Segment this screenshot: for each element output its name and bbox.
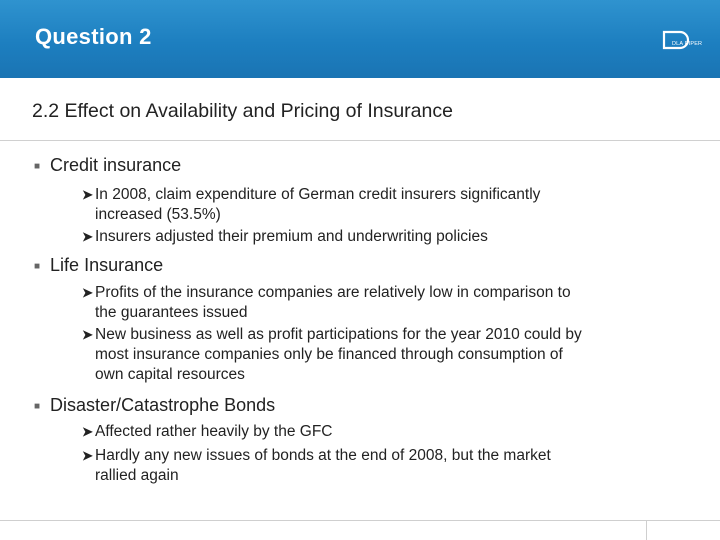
slide-title: Question 2 [35, 24, 152, 49]
arrow-bullet-icon: ➤ [82, 187, 93, 202]
sub-bullet-text: Insurers adjusted their premium and underwriting policies [95, 228, 488, 245]
sub-bullet [82, 283, 571, 323]
arrow-bullet-icon: ➤ [82, 448, 93, 463]
sub-bullet [82, 227, 488, 247]
sub-bullet-text: Profits of the insurance companies are relatively low in comparison to [95, 284, 571, 301]
square-bullet-icon: ■ [34, 261, 41, 272]
sub-bullet-text: most insurance companies only be financed through consumption of [95, 346, 563, 363]
sub-bullet-text: In 2008, claim expenditure of German credit insurers significantly [95, 186, 541, 203]
sub-bullet-text: Hardly any new issues of bonds at the end of 2008, but the market [95, 447, 551, 464]
arrow-bullet-icon: ➤ [82, 327, 93, 342]
sub-bullet-text: rallied again [95, 467, 179, 484]
arrow-bullet-icon: ➤ [82, 424, 93, 439]
bullet-label: Disaster/Catastrophe Bonds [50, 395, 276, 415]
sub-bullet-text: the guarantees issued [95, 304, 248, 321]
footer-tick [646, 520, 647, 540]
bullet-life-insurance [34, 255, 163, 276]
sub-bullet [82, 325, 582, 385]
square-bullet-icon: ■ [34, 401, 41, 412]
sub-bullet-text: Affected rather heavily by the GFC [95, 423, 333, 440]
sub-bullet-text: increased (53.5%) [95, 206, 221, 223]
bullet-label: Life Insurance [50, 255, 164, 275]
section-heading: 2.2 Effect on Availability and Pricing of Insurance [32, 100, 453, 122]
bullet-label: Credit insurance [50, 155, 182, 175]
logo-text: DLA PIPER [672, 41, 703, 47]
sub-bullet-text: own capital resources [95, 366, 245, 383]
square-bullet-icon: ■ [34, 161, 41, 172]
arrow-bullet-icon: ➤ [82, 285, 93, 300]
bullet-credit-insurance [34, 155, 181, 176]
sub-bullet [82, 422, 333, 442]
footer-divider [0, 520, 720, 521]
sub-bullet [82, 446, 551, 486]
bullet-disaster-bonds [34, 395, 275, 416]
sub-bullet [82, 185, 540, 225]
sub-bullet-text: New business as well as profit participations for the year 2010 could by [95, 326, 582, 343]
arrow-bullet-icon: ➤ [82, 229, 93, 244]
